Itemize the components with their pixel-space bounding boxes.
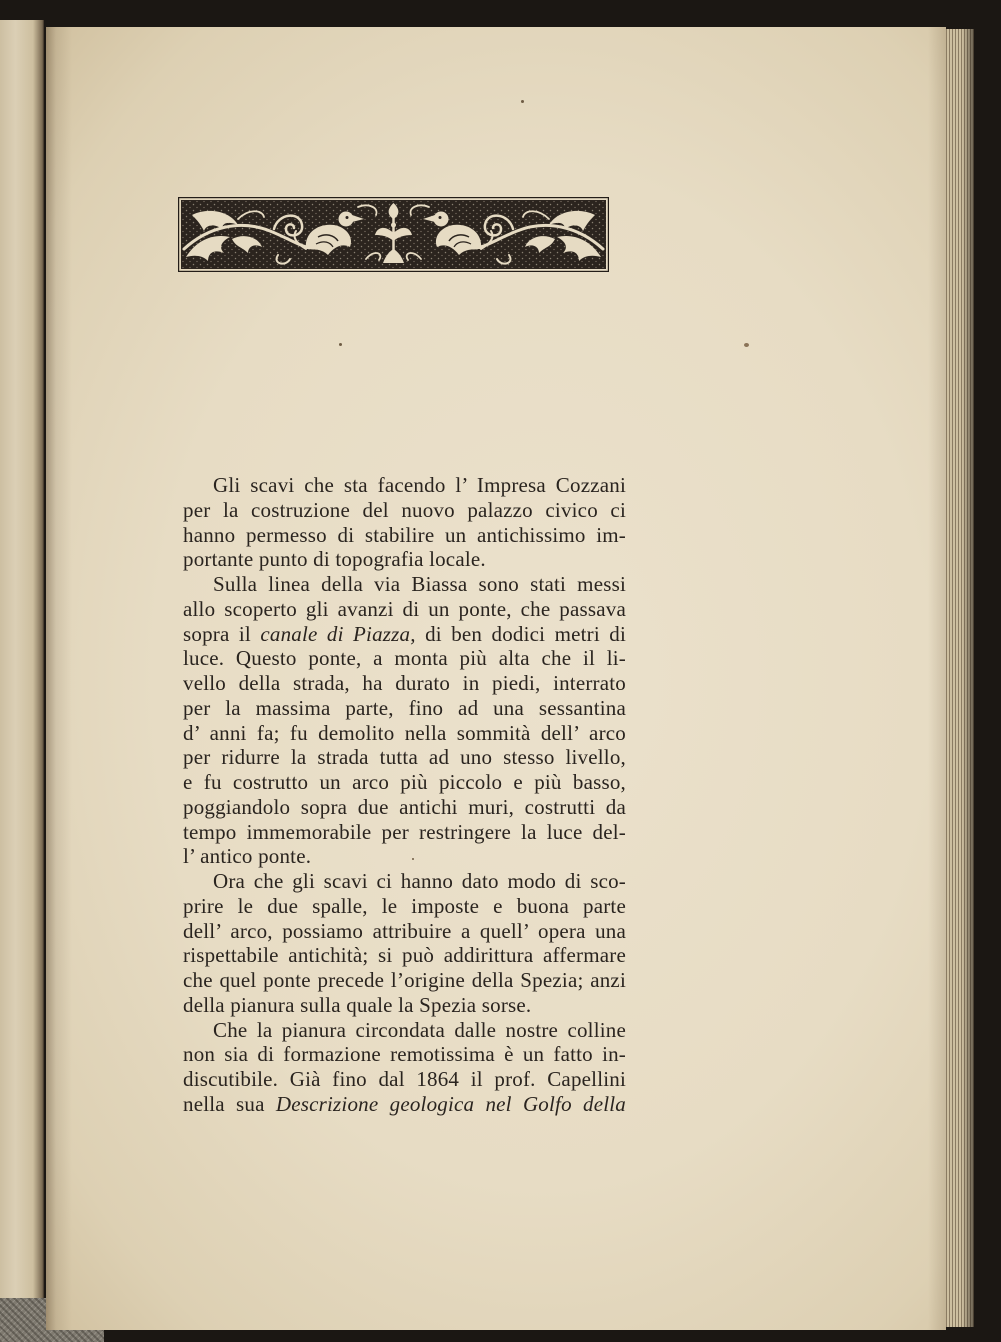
text-segment: sopra il <box>183 621 251 646</box>
text-line: che quel ponte precede l’origine della Spezia; anzi <box>183 968 626 992</box>
text-line: rispettabile antichità; si può addirittura affermare <box>183 943 626 968</box>
text-line: della pianura sulla quale la Spezia sorse. <box>183 992 532 1017</box>
page-stack-edges <box>944 29 974 1327</box>
text-line: d’ anni fa; fu demolito nella sommità dell’ arco <box>183 720 626 745</box>
paper-speck <box>521 100 524 103</box>
paper-speck <box>744 343 749 347</box>
text-line: dell’ arco, possiamo attribuire a quell’ opera una <box>183 918 626 943</box>
text-line: allo scoperto gli avanzi di un ponte, che passava <box>183 596 626 621</box>
text-line <box>183 1092 626 1117</box>
text-line: per ridurre la strada tutta ad uno stesso livello, <box>183 745 626 770</box>
floral-headpiece-icon <box>178 197 609 272</box>
text-line: portante punto di topografia locale. <box>183 547 486 572</box>
text-line: e fu costrutto un arco più piccolo e più basso, <box>183 770 626 794</box>
text-line: Sulla linea della via Biassa sono stati messi <box>213 572 626 596</box>
italic-text-segment: canale di Piazza, <box>260 621 416 646</box>
text-line: vello della strada, ha durato in piedi, interrato <box>183 671 626 695</box>
text-line: per la costruzione del nuovo palazzo civico ci <box>183 497 626 522</box>
text-line: Gli scavi che sta facendo l’ Impresa Cozzani <box>213 473 626 497</box>
previous-page-edge <box>0 20 44 1302</box>
text-line: Ora che gli scavi ci hanno dato modo di sco- <box>213 869 626 893</box>
text-line: hanno permesso di stabilire un antichissimo im- <box>183 522 626 547</box>
text-line: luce. Questo ponte, a monta più alta che il li- <box>183 646 626 671</box>
paper-speck <box>339 343 342 346</box>
text-segment: nella sua <box>183 1091 265 1116</box>
text-line: discutibile. Già fino dal 1864 il prof. Capellini <box>183 1067 626 1091</box>
book-page <box>46 27 946 1330</box>
text-segment: di ben dodici metri di <box>425 621 627 646</box>
text-line: l’ antico ponte. <box>183 844 312 869</box>
text-line: per la massima parte, fino ad una sessantina <box>183 695 626 720</box>
text-line: prire le due spalle, le imposte e buona parte <box>183 893 626 918</box>
text-line: Che la pianura circondata dalle nostre colline <box>213 1017 626 1042</box>
text-line: tempo immemorabile per restringere la luce del- <box>183 819 626 844</box>
text-line <box>183 622 626 647</box>
text-line: poggiandolo sopra due antichi muri, costrutti da <box>183 794 626 819</box>
italic-text-segment: Descrizione geologica nel Golfo della <box>275 1091 626 1116</box>
text-line: non sia di formazione remotissima è un fatto in- <box>183 1042 626 1067</box>
body-text <box>183 473 626 1117</box>
